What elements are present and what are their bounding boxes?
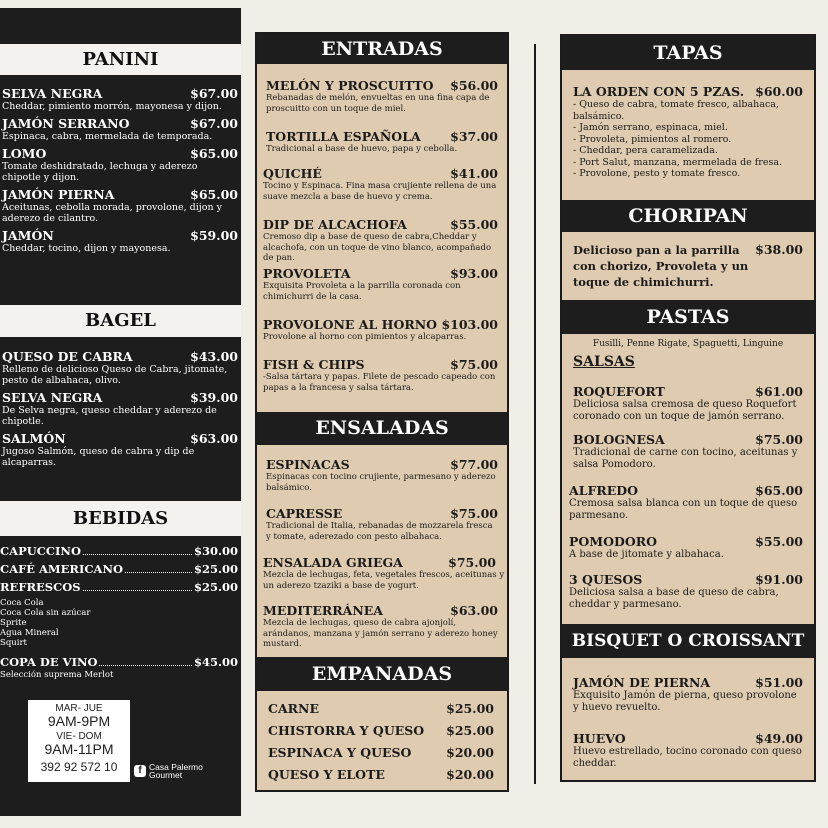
list-item: Coca Cola [0,598,44,608]
item-name: 3 QUESOS [569,572,643,587]
menu-item [263,555,506,591]
menu-item [573,432,803,471]
menu-item [266,78,498,114]
item-desc: Tradicional a base de huevo, papa y cebolla. [266,144,458,154]
menu-item [0,580,241,595]
choripan-heading: CHORIPAN [562,200,814,232]
tapas-item [573,84,803,180]
list-item: - Cheddar, pera caramelizada. [573,145,718,156]
item-desc: Exquisita Provoleta a la parrilla coronada con chimichurri de la casa. [263,281,461,302]
item-name: FISH & CHIPS [263,357,365,372]
item-name: JAMÓN PIERNA [2,187,115,202]
list-item: - Port Salut, manzana, mermelada de fresa. [573,156,783,168]
item-price: $25.00 [193,562,238,576]
entradas-heading: ENTRADAS [257,34,507,64]
item-price: $75.00 [450,357,498,372]
bagel-list [0,349,241,472]
item-name: PROVOLETA [263,266,351,281]
item-price: $75.00 [450,506,498,521]
item-desc: Relleno de delicioso Queso de Cabra, jitomate, pesto de albahaca, olivo. [2,364,228,386]
opening-hours [28,700,130,782]
item-price: $43.00 [190,349,238,364]
item-name: CAFÉ AMERICANO [0,562,123,576]
menu-item [266,506,498,542]
item-price: $30.00 [193,544,238,558]
panini-list [0,86,241,258]
item-price: $63.00 [190,431,238,446]
ensaladas-heading: ENSALADAS [257,412,507,445]
item-desc: Rebanadas de melón, envueltas en una fina capa de proscuitto con un toque de miel. [266,93,490,114]
menu-item [573,731,803,770]
item-price: $38.00 [755,242,803,257]
empanadas-list [268,698,494,786]
item-desc: Cremoso dip a base de queso de cabra,Cheddar y alcachofa, con un toque de vino blanco, acompañado de pan. [263,232,492,263]
menu-item [263,603,498,650]
item-price: $65.00 [190,146,238,161]
menu-item [569,572,803,611]
choripan-item [573,242,803,290]
item-price: $45.00 [193,655,238,669]
item-price: $65.00 [190,187,238,202]
item-price: $91.00 [755,572,803,587]
item-price: $25.00 [193,580,238,594]
menu-item [0,562,241,577]
item-price: $59.00 [190,228,238,243]
item-desc: Aceitunas, cebolla morada, provolone, dijon y aderezo de cilantro. [2,202,222,224]
item-desc: Exquisito Jamón de pierna, queso provolone y huevo revuelto. [573,690,797,713]
tapas-heading: TAPAS [562,36,814,70]
item-name: SELVA NEGRA [2,390,103,405]
item-desc: -Salsa tártara y papas. Filete de pescado capeado con papas a la francesa y salsa tártara. [263,372,496,393]
menu-item [263,266,498,302]
item-name: ESPINACA Y QUESO [268,745,412,760]
phone-number: 392 92 572 10 [40,760,118,774]
days-label: VIE- DOM [56,731,102,742]
menu-item [0,431,241,468]
menu-item [268,742,494,764]
menu-item [0,655,241,670]
menu-item [268,764,494,786]
days-label: MAR- JUE [55,703,103,714]
item-price: $65.00 [755,483,803,498]
item-price: $37.00 [450,129,498,144]
menu-item [0,146,241,183]
item-price: $93.00 [450,266,498,281]
item-name: BOLOGNESA [573,432,665,447]
item-name: JAMÓN [2,228,54,243]
item-price: $103.00 [441,317,498,332]
item-name: CHISTORRA Y QUESO [268,723,425,738]
menu-item [266,129,498,155]
item-name: CAPUCCINO [0,544,81,558]
item-price: $51.00 [755,675,803,690]
item-name: PROVOLONE AL HORNO [263,317,438,332]
item-desc: Cheddar, pimiento morrón, mayonesa y dijon. [2,101,222,112]
menu-item [0,349,241,386]
item-price: $49.00 [755,731,803,746]
menu-item [569,534,803,561]
item-desc: De Selva negra, queso cheddar y aderezo de chipotle. [2,405,217,427]
item-desc: Espinacas con tocino crujiente, parmesano y aderezo balsámico. [266,472,496,493]
left-menu-column [0,8,241,816]
menu-item [268,698,494,720]
item-name: REFRESCOS [0,580,81,594]
item-price: $56.00 [450,78,498,93]
list-item: Squirt [0,638,27,648]
panini-heading: PANINI [0,44,241,75]
item-name: CAPRESSE [266,506,343,521]
salsas-label: SALSAS [573,354,635,370]
item-name: MELÓN Y PROSCUITTO [266,78,434,93]
item-name: ROQUEFORT [573,384,665,399]
menu-item [268,720,494,742]
item-name: DIP DE ALCACHOFA [263,217,407,232]
list-item: Sprite [0,618,27,628]
menu-item [569,483,803,522]
list-item: - Provoleta, pimientos al romero. [573,133,732,145]
item-name: HUEVO [573,731,626,746]
item-name: COPA DE VINO [0,655,98,669]
item-name: JAMÓN DE PIERNA [573,675,711,690]
item-name: JAMÓN SERRANO [2,116,130,131]
item-desc: Espinaca, cabra, mermelada de temporada. [2,131,213,142]
item-price: $63.00 [450,603,498,618]
bisquet-heading: BISQUET O CROISSANT [562,624,814,658]
menu-item [573,384,803,423]
list-item: Agua Mineral [0,628,59,638]
item-name: MEDITERRÁNEA [263,603,384,618]
item-name: QUESO DE CABRA [2,349,133,364]
item-desc: Provolone al horno con pimientos y alcaparras. [263,332,467,342]
item-price: $20.00 [446,745,494,760]
menu-item [0,116,241,142]
item-desc: Jugoso Salmón, queso de cabra y dip de alcaparras. [2,446,195,468]
item-price: $41.00 [450,166,498,181]
menu-item [0,544,241,559]
item-price: $75.00 [755,432,803,447]
facebook-name-2: Gourmet [149,770,183,780]
item-name: POMODORO [569,534,658,549]
item-name: QUESO Y ELOTE [268,767,385,782]
time-label: 9AM-9PM [47,713,111,729]
item-name: SALMÓN [2,431,66,446]
item-desc: A base de jitomate y albahaca. [569,549,724,560]
list-item: - Jamón serrano, espinaca, miel. [573,122,728,133]
item-price: $75.00 [448,555,496,570]
menu-item [263,217,498,264]
bebidas-heading: BEBIDAS [0,501,241,536]
empanadas-heading: EMPANADAS [257,657,507,691]
item-desc: Deliciosa salsa a base de queso de cabra, cheddar y parmesano. [569,587,779,610]
facebook-link[interactable] [134,762,234,780]
facebook-name: Casa Palermo [149,761,203,772]
item-desc: Tradicional de carne con tocino, aceitunas y salsa Pomodoro. [573,447,798,470]
item-price: $77.00 [450,457,498,472]
item-name: ENSALADA GRIEGA [263,555,403,570]
item-price: $67.00 [190,86,238,101]
list-item: Coca Cola sin azúcar [0,608,91,618]
pastas-heading: PASTAS [562,300,814,334]
item-desc: Tradicional de Italia, rebanadas de mozzarela fresca y tomate, aderezado con pesto albahaca. [266,521,493,542]
item-name: CARNE [268,701,319,716]
bebidas-list [0,544,241,680]
list-item: - Queso de cabra, tomate fresco, albahaca, balsámico. [573,99,779,122]
list-item: - Provolone, pesto y tomate fresco. [573,168,741,179]
menu-item [266,457,498,493]
column-divider [534,44,536,784]
item-price: $67.00 [190,116,238,131]
item-desc: Cheddar, tocino, dijon y mayonesa. [2,243,171,254]
item-desc: Tocino y Espinaca. Fina masa crujiente rellena de una suave mezcla a base de huevo y crema. [263,181,497,202]
refrescos-list [0,598,241,648]
item-desc: Cremosa salsa blanca con un toque de queso parmesano. [569,498,798,521]
menu-item [0,228,241,254]
menu-item [263,317,498,343]
time-label: 9AM-11PM [44,741,114,757]
item-price: $60.00 [755,84,803,99]
item-desc: Mezcla de lechugas, feta, vegetales frescos, aceitunas y un aderezo tzaziki a base de yogurt. [263,570,505,591]
item-price: $61.00 [755,384,803,399]
pasta-types: Fusilli, Penne Rigate, Spaguetti, Linguine [592,339,784,349]
item-desc: Delicioso pan a la parrilla con chorizo, Provoleta y un toque de chimichurri. [573,243,749,289]
menu-item [263,357,498,393]
item-name: LA ORDEN CON 5 PZAS. [573,84,745,99]
menu-item [0,390,241,427]
item-price: $55.00 [755,534,803,549]
item-name: QUICHÉ [263,166,322,181]
item-name: LOMO [2,146,47,161]
menu-item [0,187,241,224]
item-name: SELVA NEGRA [2,86,103,101]
item-desc: Mezcla de lechugas, queso de cabra ajonjolí, arándanos, manzana y jamón serrano y aderezo honey mustard. [263,618,498,649]
item-price: $25.00 [446,723,494,738]
item-price: $25.00 [446,701,494,716]
item-price: $20.00 [446,767,494,782]
item-name: ALFREDO [569,483,639,498]
item-price: $55.00 [450,217,498,232]
facebook-icon: f [134,765,146,777]
item-desc: Huevo estrellado, tocino coronado con queso cheddar. [573,746,802,769]
menu-item [263,166,498,202]
item-name: ESPINACAS [266,457,350,472]
item-desc: Deliciosa salsa cremosa de queso Roquefort coronado con un toque de jamón serrano. [573,399,797,422]
item-desc: Tomate deshidratado, lechuga y aderezo chipotle y dijon. [2,161,198,183]
bagel-heading: BAGEL [0,305,241,337]
menu-item [0,86,241,112]
item-desc: Selección suprema Merlot [0,670,114,680]
item-price: $39.00 [190,390,238,405]
item-name: TORTILLA ESPAÑOLA [266,129,421,144]
menu-item [573,675,803,714]
